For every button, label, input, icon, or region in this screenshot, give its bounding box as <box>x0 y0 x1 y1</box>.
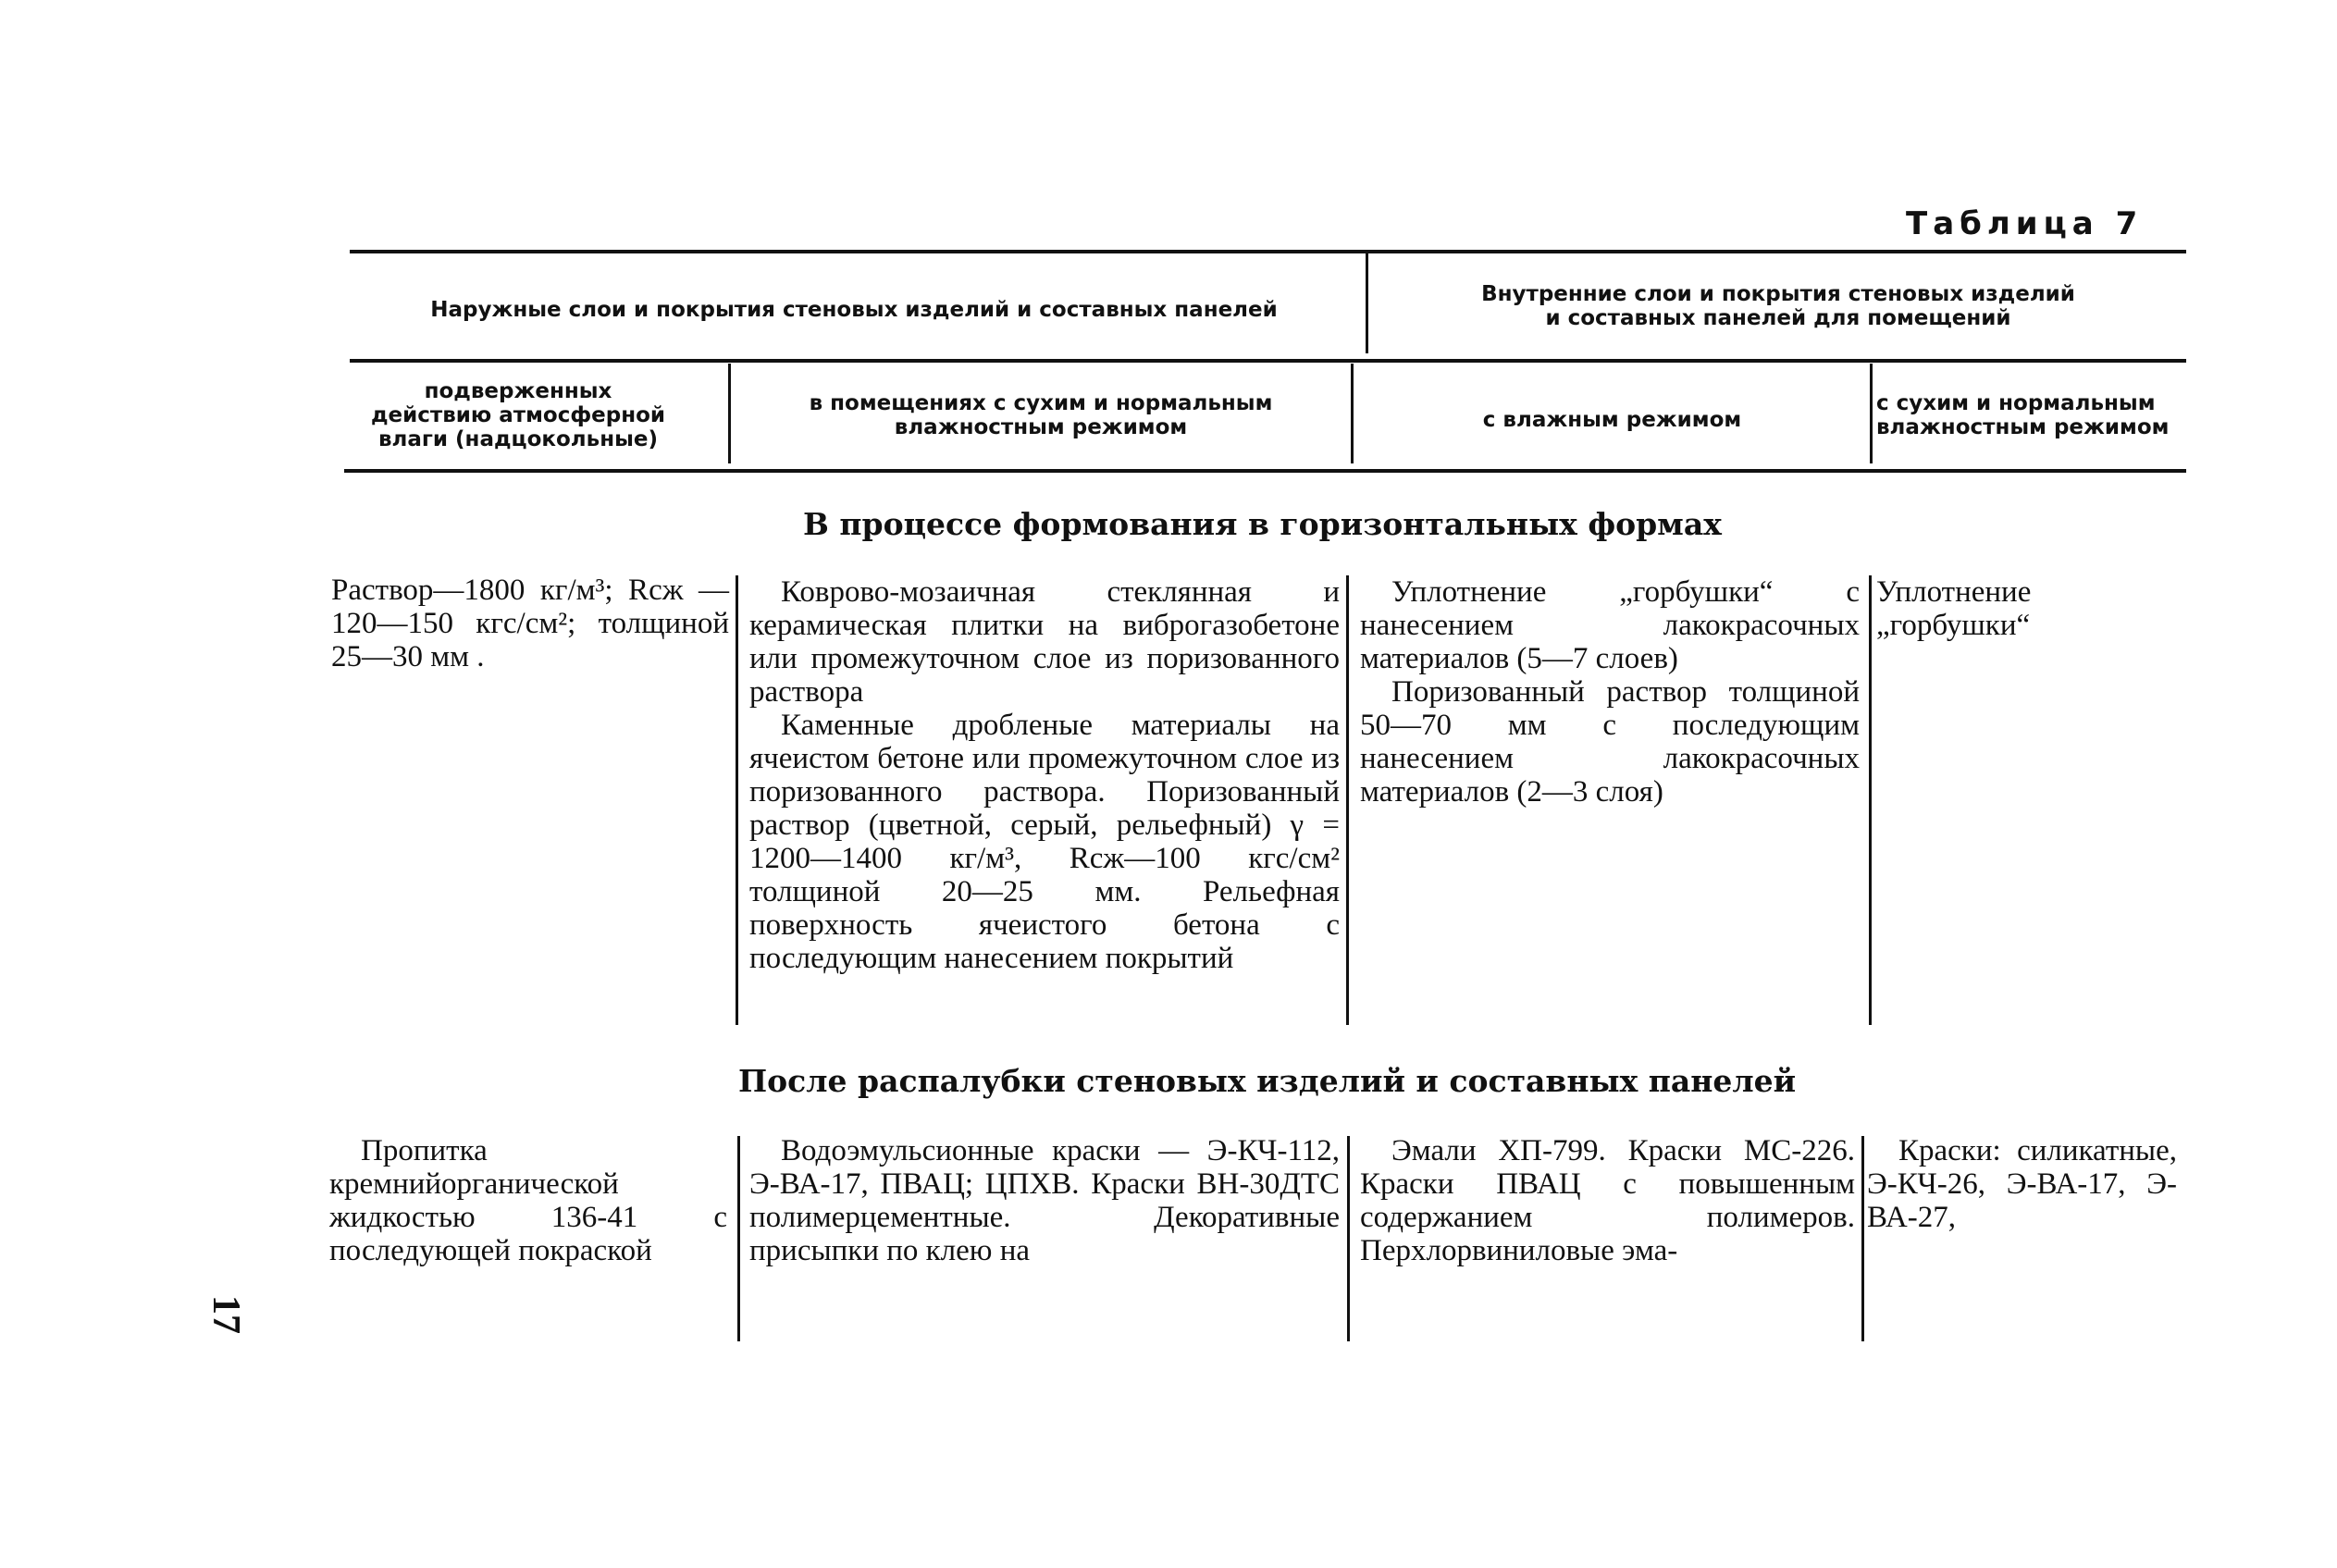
header-inner-group <box>1371 274 2185 339</box>
header-col1-divider <box>728 364 731 463</box>
body1-col1-divider <box>736 575 738 1025</box>
section1-col1-cell <box>331 574 729 673</box>
section1-col1-text: Раствор—1800 кг/м³; Rсж — 120—150 кгс/см²; толщиной 25—30 мм . <box>331 574 729 673</box>
header-group-divider <box>1366 252 1368 353</box>
section2-col2-cell <box>749 1134 1340 1267</box>
section2-col2-text: Водоэмульсионные краски — Э-КЧ-112, Э-ВА-17, ПВАЦ; ЦПХВ. Краски ВН-30ДТС полимерцементные. Декоративные присыпки по клею на <box>749 1134 1340 1267</box>
section2-col1-text: Пропитка кремнийорганической жидкостью 136-41 с последующей покраской <box>329 1134 727 1267</box>
table-top-rule <box>350 250 2186 253</box>
body1-col2-divider <box>1346 575 1349 1025</box>
section1-col4-cell <box>1876 575 2186 642</box>
header-col2-divider <box>1351 364 1354 463</box>
section-title-after-stripping: После распалубки стеновых изделий и составных панелей <box>738 1063 1797 1099</box>
section2-col3-text: Эмали ХП-799. Краски МС-226. Краски ПВАЦ с повышенным содержанием полимеров. Перхлорвиниловые эма- <box>1360 1134 1855 1267</box>
header-bottom-rule <box>344 469 2186 473</box>
body2-col3-divider <box>1861 1136 1864 1341</box>
body1-col3-divider <box>1869 575 1872 1025</box>
header-inner-group-line1: Внутренние слои и покрытия стеновых изделий <box>1481 282 2075 306</box>
table-caption: Таблица 7 <box>1906 205 2144 242</box>
section1-col3-cell <box>1360 575 1860 809</box>
section1-col4-text: Уплотнение „горбушки“ <box>1876 575 2032 642</box>
header-outer-group: Наружные слои и покрытия стеновых изделий и составных панелей <box>430 298 1278 322</box>
section2-col4-text: Краски: силикатные, Э-КЧ-26, Э-ВА-17, Э-ВА-27, <box>1867 1134 2177 1234</box>
section1-col3-paragraph1: Уплотнение „горбушки“ с нанесением лакокрасочных материалов (5—7 слоев) <box>1360 575 1860 675</box>
section1-col2-paragraph2: Каменные дробленые материалы на ячеистом бетоне или промежуточном слое из поризованного раствора. Поризованный раствор (цветной, серый, рельефный) γ = 1200—1400 кг/м³, Rсж—100 кгс/см² толщиной 20—25 мм. Рельефная поверхность ячеистого бетона с последующим нанесением покрытий <box>749 709 1340 975</box>
page-number: 17 <box>204 1295 247 1334</box>
header-col4: с сухим и нормальным влажностным режимом <box>1876 391 2170 439</box>
header-col3-divider <box>1870 364 1873 463</box>
header-col2: в помещениях с сухим и нормальным влажностным режимом <box>809 391 1273 439</box>
section-title-forming: В процессе формования в горизонтальных формах <box>803 506 1722 542</box>
header-inner-group-line2: и составных панелей для помещений <box>1545 306 2011 330</box>
section2-col4-cell <box>1867 1134 2177 1234</box>
header-mid-rule <box>350 359 2186 363</box>
header-col1: подверженных действию атмосферной влаги (надцокольные) <box>370 379 666 451</box>
body2-col1-divider <box>737 1136 740 1341</box>
section1-col2-cell <box>749 575 1340 975</box>
section2-col1-cell <box>329 1134 727 1267</box>
section1-col3-paragraph2: Поризованный раствор толщиной 50—70 мм с последующим нанесением лакокрасочных материалов (2—3 слоя) <box>1360 675 1860 809</box>
body2-col2-divider <box>1347 1136 1350 1341</box>
section2-col3-cell <box>1360 1134 1855 1267</box>
header-col3: с влажным режимом <box>1482 408 1742 432</box>
section1-col2-paragraph1: Коврово-мозаичная стеклянная и керамическая плитки на виброгазобетоне или промежуточном слое из поризованного раствора <box>749 575 1340 709</box>
